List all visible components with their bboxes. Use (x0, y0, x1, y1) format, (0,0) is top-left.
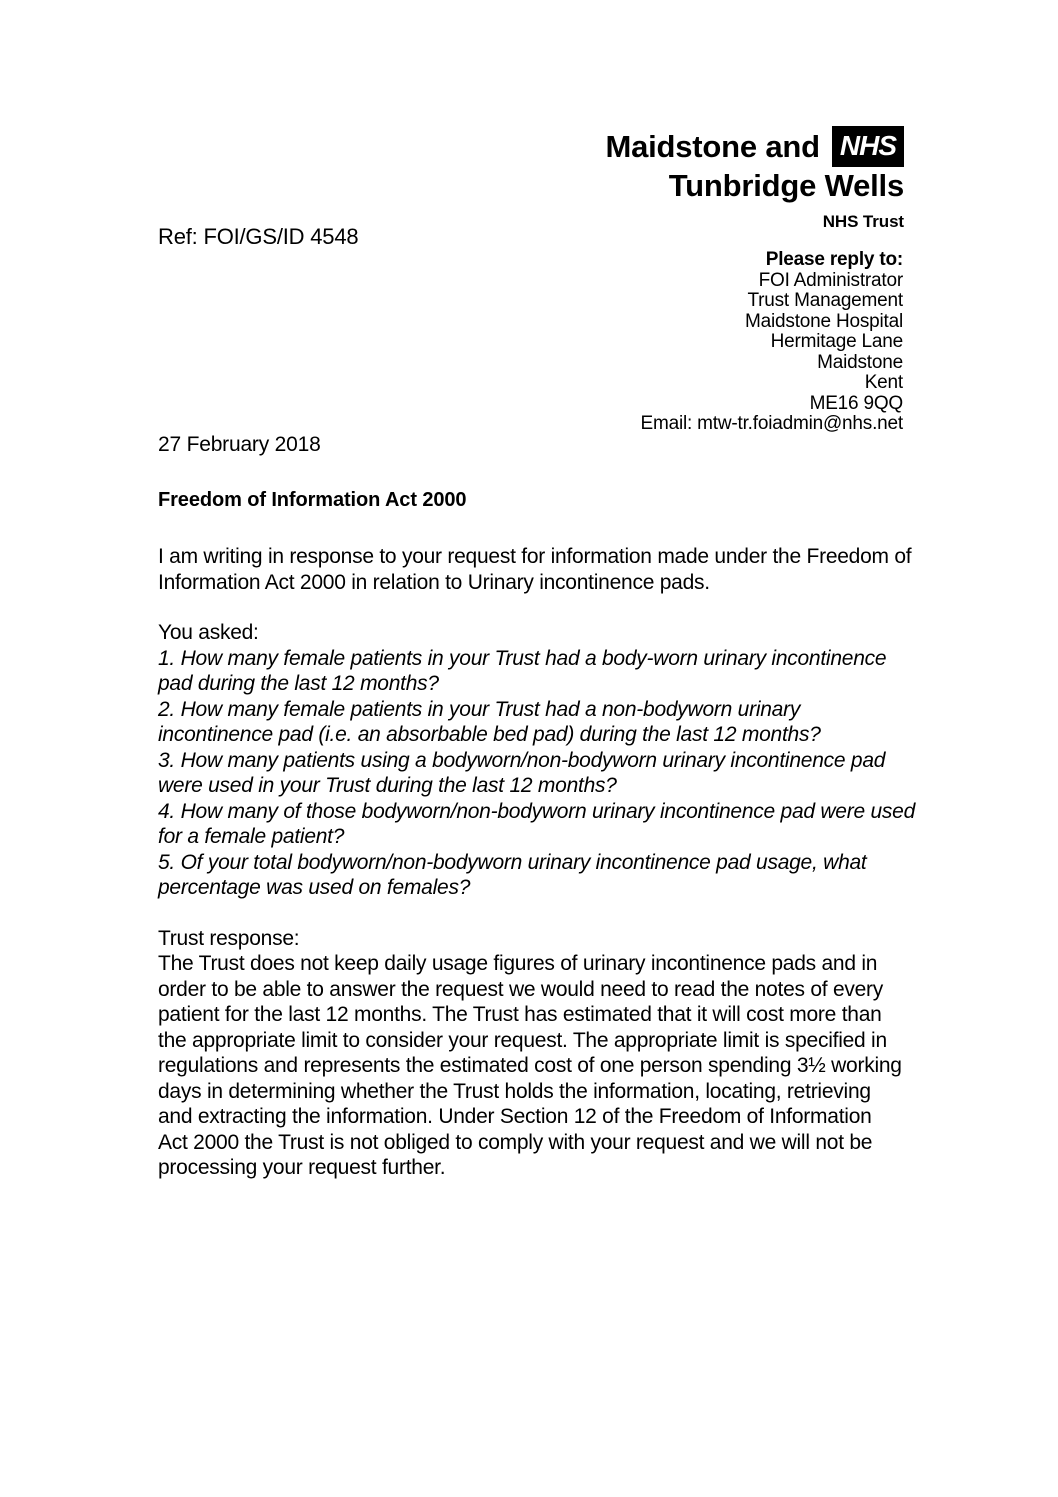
reply-to-line: Hermitage Lane (770, 331, 903, 352)
organisation-name-line-1 (520, 126, 904, 167)
letter-subject: Freedom of Information Act 2000 (158, 489, 467, 511)
organisation-name-part-1: Maidstone and (605, 128, 820, 164)
trust-response-paragraph: The Trust does not keep daily usage figures of urinary incontinence pads and in order to be able to answer the request we would need to read the notes of every patient for the last 12 months. The Trust has estimated that it will cost more than the appropriate limit to consider your request. The appropriate limit is specified in regulations and represents the estimated cost of one person spending 3½ working days in determining whether the Trust holds the information, locating, retrieving and extracting the information. Under Section 12 of the Freedom of Information Act 2000 the Trust is not obliged to comply with your request and we will not be processing your request further. (158, 952, 902, 1179)
you-asked-label: You asked: (158, 621, 259, 644)
trust-response-label: Trust response: (158, 926, 300, 950)
organisation-name-line-2: Tunbridge Wells (668, 168, 904, 203)
reply-to-heading: Please reply to: (765, 249, 903, 270)
question-item: 5. Of your total bodyworn/non-bodyworn urinary incontinence pad usage, what percentage was used on females? (158, 850, 867, 899)
question-item: 3. How many patients using a bodyworn/non-bodyworn urinary incontinence pad were used in your Trust during the last 12 months? (158, 748, 886, 797)
reply-to-email: Email: mtw-tr.foiadmin@nhs.net (640, 413, 903, 434)
letter-body (158, 433, 918, 1181)
question-item: 1. How many female patients in your Trust had a body-worn urinary incontinence pad during the last 12 months? (158, 646, 887, 695)
organisation-subtitle: NHS Trust (822, 212, 904, 231)
spacer (158, 595, 918, 620)
reply-to-line: Maidstone Hospital (745, 310, 903, 332)
letter-date: 27 February 2018 (158, 433, 321, 456)
intro-paragraph: I am writing in response to your request for information made under the Freedom of Information Act 2000 in relation to Urinary incontinence pads. (158, 545, 912, 594)
reply-to-block (641, 250, 904, 435)
question-item: 4. How many of those bodyworn/non-bodyworn urinary incontinence pad were used for a female patient? (158, 799, 916, 848)
reference-number: Ref: FOI/GS/ID 4548 (158, 224, 359, 249)
spacer (158, 901, 918, 926)
reply-to-line: Maidstone (817, 351, 903, 373)
reply-to-line: Trust Management (747, 290, 903, 311)
reply-to-line: FOI Administrator (758, 269, 903, 291)
reply-to-postcode: ME16 9QQ (809, 392, 903, 414)
question-list (158, 646, 918, 901)
question-item: 2. How many female patients in your Trust had a non-bodyworn urinary incontinence pad (i.e. an absorbable bed pad) during the last 12 months? (158, 697, 821, 746)
letterhead (520, 126, 904, 232)
reply-to-line: Kent (864, 372, 903, 393)
nhs-logo: NHS (832, 126, 904, 167)
